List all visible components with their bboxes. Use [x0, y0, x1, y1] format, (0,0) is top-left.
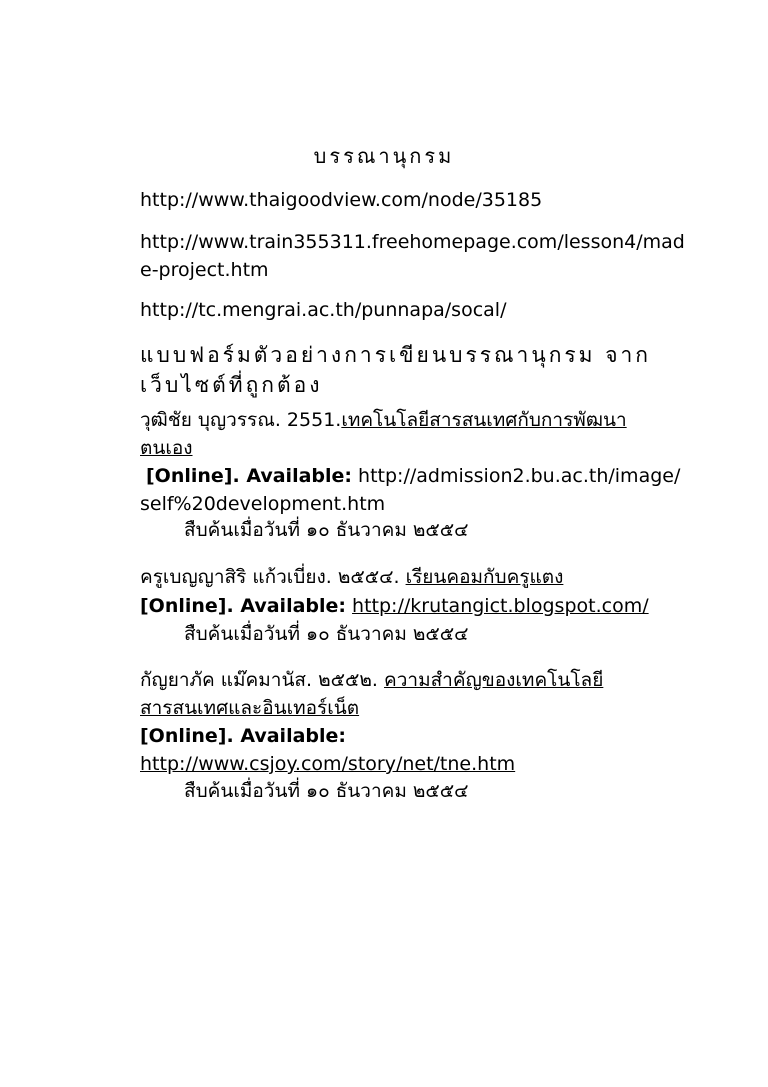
reference-url-2[interactable]: http://www.train355311.freehomepage.com/lesson4/mad: [140, 231, 685, 253]
reference-url-3[interactable]: http://tc.mengrai.ac.th/punnapa/socal/: [140, 299, 507, 321]
entry-3-available-label: [Online]. Available:: [140, 725, 346, 747]
entry-3-accessed: สืบค้นเมื่อวันที่ ๑๐ ธันวาคม ๒๕๕๔: [184, 780, 469, 802]
entry-1-author: วุฒิชัย บุญวรรณ. 2551.: [140, 409, 342, 431]
section-heading-line2: เว็บไซต์ที่ถูกต้อง: [140, 373, 323, 397]
entry-2-online: [140, 594, 649, 618]
entry-2-author: ครูเบญญาสิริ แก้วเบี่ยง. ๒๕๕๔.: [140, 566, 400, 588]
entry-1-title: เทคโนโลยีสารสนเทศกับการพัฒนา: [341, 409, 627, 431]
page-title: บรรณานุกรม: [313, 144, 455, 168]
entry-1-available-label: [Online]. Available:: [146, 465, 352, 487]
entry-3-author: กัญยาภัค แม๊คมานัส. ๒๕๕๒.: [140, 669, 378, 691]
entry-3-title: ความสำคัญของเทคโนโลยี: [384, 669, 604, 691]
entry-3-title-cont: สารสนเทศและอินเทอร์เน็ต: [140, 697, 360, 719]
entry-2-accessed: สืบค้นเมื่อวันที่ ๑๐ ธันวาคม ๒๕๕๔: [184, 623, 469, 645]
reference-url-2-cont[interactable]: e-project.htm: [140, 259, 269, 281]
entry-1-title-cont: ตนเอง: [140, 437, 193, 459]
entry-1-accessed: สืบค้นเมื่อวันที่ ๑๐ ธันวาคม ๒๕๕๔: [184, 519, 469, 541]
entry-1-citation: [140, 408, 627, 432]
section-heading-line1: แบบฟอร์มตัวอย่างการเขียนบรรณานุกรม จาก: [140, 343, 652, 367]
entry-3-citation: [140, 668, 603, 692]
entry-1-url-cont[interactable]: self%20development.htm: [140, 493, 386, 515]
entry-2-citation: [140, 565, 563, 589]
reference-url-1[interactable]: http://www.thaigoodview.com/node/35185: [140, 189, 543, 211]
entry-3-url[interactable]: http://www.csjoy.com/story/net/tne.htm: [140, 753, 516, 775]
entry-1-url[interactable]: http://admission2.bu.ac.th/image/: [358, 465, 681, 487]
entry-1-online: [146, 464, 680, 488]
entry-2-title: เรียนคอมกับครูแตง: [405, 566, 564, 588]
entry-2-available-label: [Online]. Available:: [140, 595, 346, 617]
entry-2-url[interactable]: http://krutangict.blogspot.com/: [352, 595, 649, 617]
